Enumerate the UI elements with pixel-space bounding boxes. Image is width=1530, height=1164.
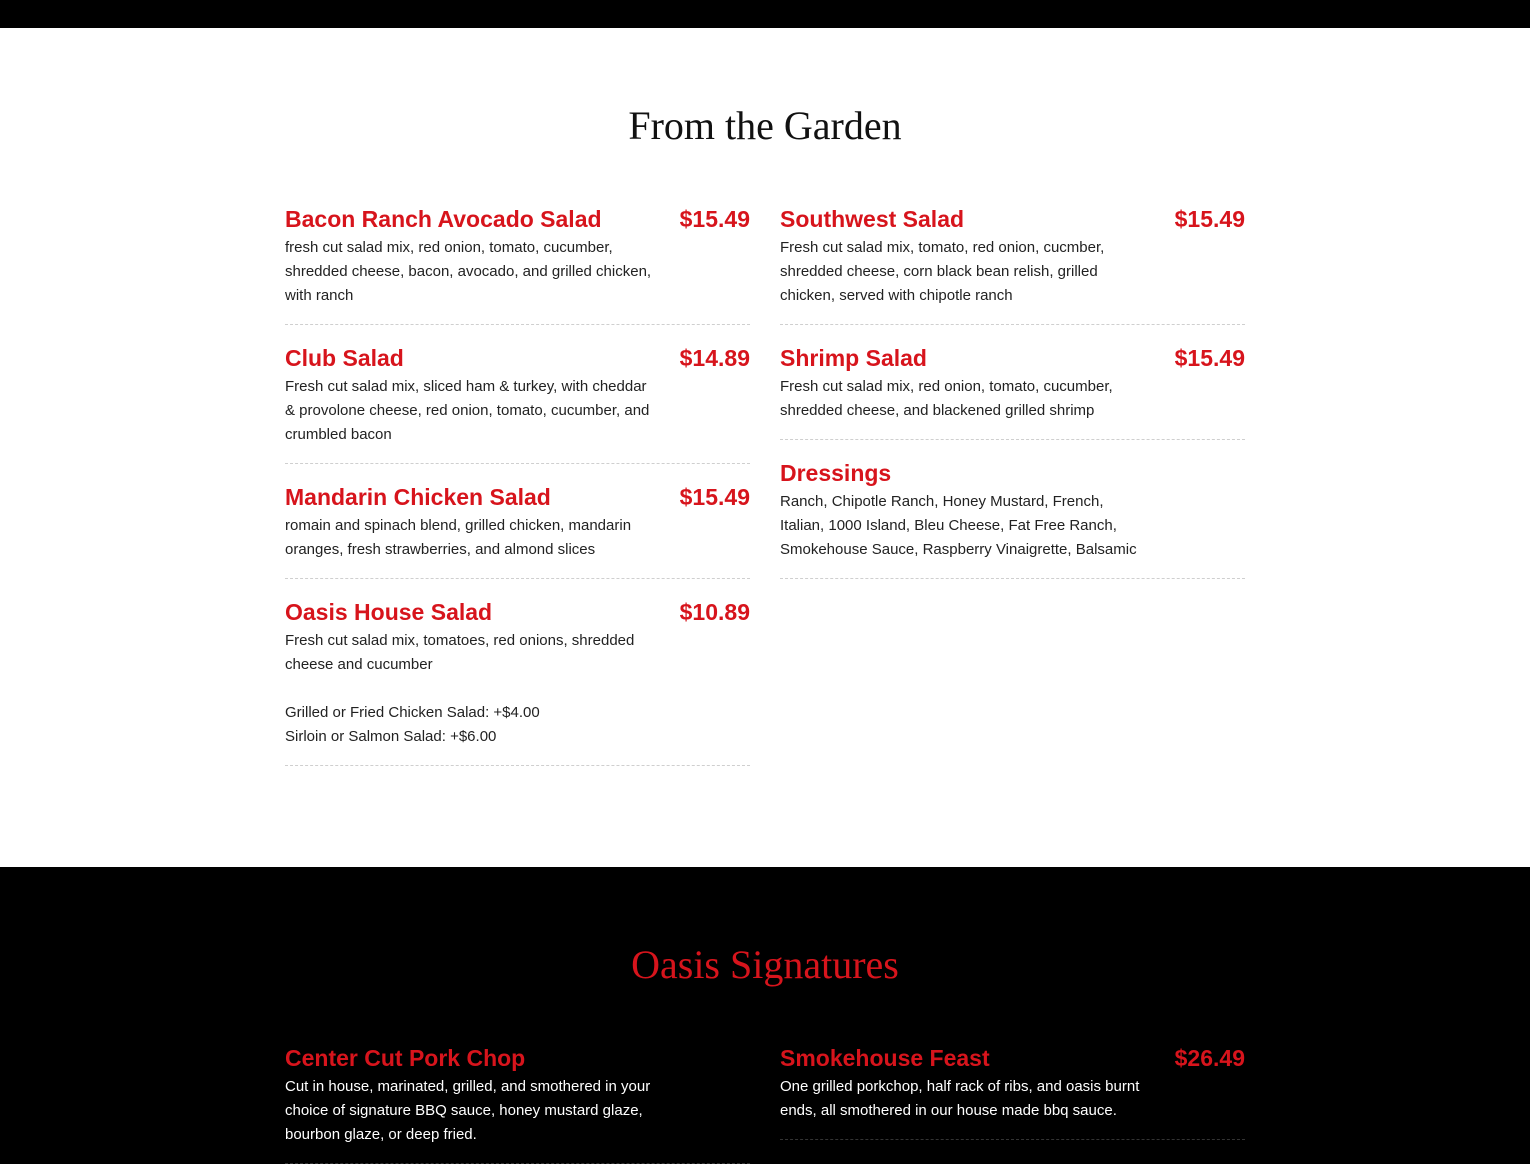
item-price: $10.89 [679,599,750,625]
item-name: Dressings [780,460,892,486]
signatures-section [0,867,1530,1164]
item-name: Bacon Ranch Avocado Salad [285,206,602,232]
item-price: $15.49 [1174,345,1245,371]
item-description: romain and spinach blend, grilled chicken, mandarin oranges, fresh strawberries, and almond slices [285,517,632,558]
item-name: Shrimp Salad [780,345,927,371]
menu-item [285,343,750,464]
menu-item [285,204,750,325]
item-description: Cut in house, marinated, grilled, and smothered in your choice of signature BBQ sauce, honey mustard glaze, bourbon glaze, or deep fried. [285,1078,651,1143]
item-price: $15.49 [1174,206,1245,232]
item-name: Southwest Salad [780,206,965,232]
menu-column-right [780,1043,1245,1164]
item-addons [285,701,750,749]
item-name: Center Cut Pork Chop [285,1045,526,1071]
menu-column-left [285,1043,750,1164]
garden-section [0,28,1530,867]
menu-columns [285,1043,1245,1164]
item-name: Oasis House Salad [285,599,493,625]
item-price: $15.49 [679,206,750,232]
menu-column-right [780,204,1245,784]
item-name: Mandarin Chicken Salad [285,484,551,510]
item-name: Smokehouse Feast [780,1045,990,1071]
addon-line: Grilled or Fried Chicken Salad: +$4.00 [285,704,540,721]
item-description: Fresh cut salad mix, sliced ham & turkey, with cheddar & provolone cheese, red onion, tomato, cucumber, and crumbled bacon [285,378,650,443]
item-price: $14.89 [679,345,750,371]
menu-item [285,482,750,579]
item-description: Fresh cut salad mix, tomato, red onion, cucmber, shredded cheese, corn black bean relish, grilled chicken, served with chipotle ranch [780,239,1105,304]
menu-columns [285,204,1245,784]
menu-column-left [285,204,750,784]
item-description: Fresh cut salad mix, tomatoes, red onions, shredded cheese and cucumber [285,632,635,673]
item-description: fresh cut salad mix, red onion, tomato, cucumber, shredded cheese, bacon, avocado, and grilled chicken, with ranch [285,239,652,304]
item-description: Fresh cut salad mix, red onion, tomato, cucumber, shredded cheese, and blackened grilled shrimp [780,378,1113,419]
menu-item [780,204,1245,325]
item-description: Ranch, Chipotle Ranch, Honey Mustard, French, Italian, 1000 Island, Bleu Cheese, Fat Free Ranch, Smokehouse Sauce, Raspberry Vinaigrette, Balsamic [780,493,1137,558]
menu-item [780,1043,1245,1140]
menu-item [285,1043,750,1164]
item-description: One grilled porkchop, half rack of ribs, and oasis burnt ends, all smothered in our house made bbq sauce. [780,1078,1140,1119]
menu-item-dressings [780,458,1245,579]
addon-line: Sirloin or Salmon Salad: +$6.00 [285,728,497,745]
section-title: Oasis Signatures [631,942,899,987]
menu-item [285,597,750,766]
menu-item [780,343,1245,440]
item-price: $15.49 [679,484,750,510]
section-title: From the Garden [628,103,902,148]
top-nav-bar [0,0,1530,28]
item-price: $26.49 [1174,1045,1245,1071]
item-name: Club Salad [285,345,404,371]
